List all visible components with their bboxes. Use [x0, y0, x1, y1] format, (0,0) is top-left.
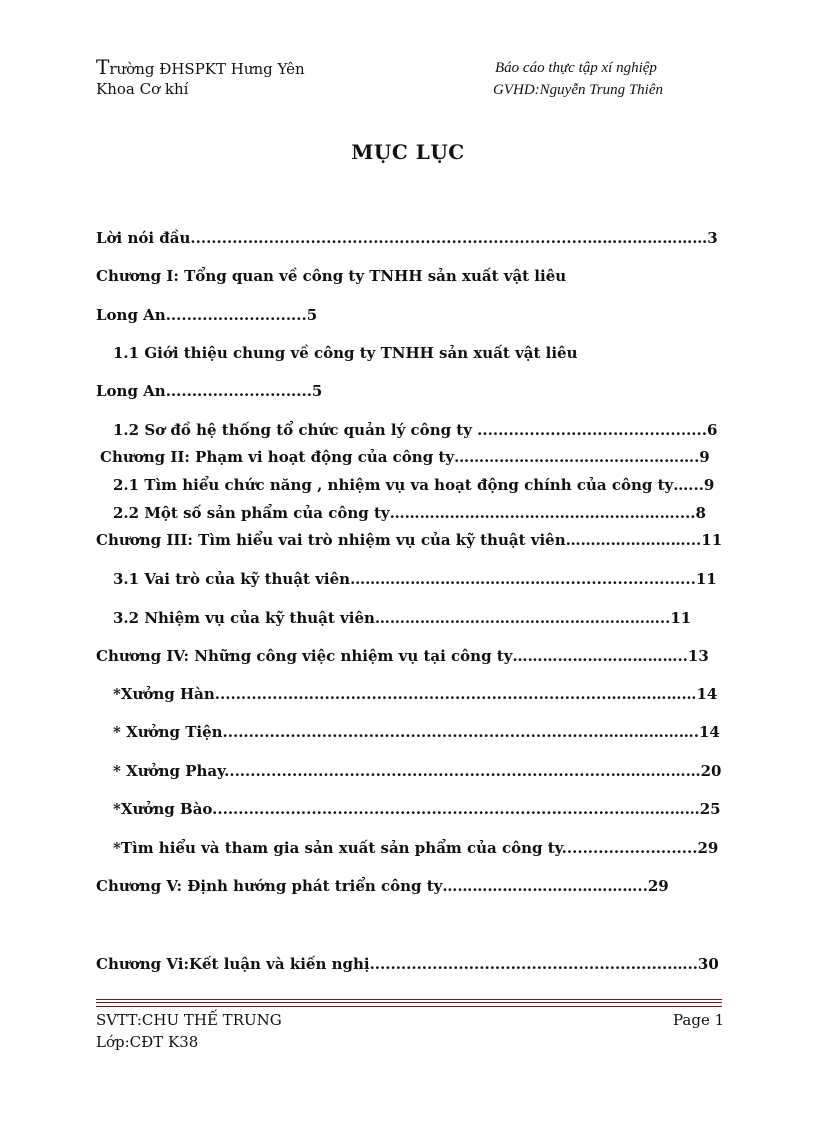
toc-entry: Chương II: Phạm vi hoạt động của công ty………………………………………….9: [100, 448, 710, 466]
toc-entry: * Xưởng Phay..........................................................................………………20: [113, 762, 722, 780]
page-number: Page 1: [673, 1011, 725, 1029]
toc-entry: Lời nói đầu............................................................................……………………3: [96, 229, 718, 247]
class-name: Lớp:CĐT K38: [96, 1033, 199, 1051]
footer-divider: [96, 999, 722, 1007]
toc-entry: Long An............................5: [96, 382, 323, 400]
toc-entry: *Xưởng Bào...............................................................................……………25: [113, 800, 721, 818]
toc-entry: * Xưởng Tiện.........................................................................……………….14: [113, 723, 720, 741]
faculty-name: Khoa Cơ khí: [96, 80, 189, 98]
school-name-rest: rường ĐHSPKT Hưng Yên: [109, 60, 305, 78]
toc-entry: 1.1 Giới thiệu chung về công ty TNHH sản xuất vật liêu: [113, 344, 578, 362]
page-title: MỤC LỤC: [351, 140, 465, 164]
school-initial: T: [96, 55, 110, 79]
student-name: SVTT:CHU THẾ TRUNG: [96, 1011, 282, 1029]
school-name: [96, 55, 305, 79]
toc-entry: 3.1 Vai trò của kỹ thuật viên……………………………………..........................11: [113, 570, 717, 588]
toc-entry: 3.2 Nhiệm vụ của kỹ thuật viên…………………………………………………..11: [113, 609, 692, 627]
toc-entry: Chương Vi:Kết luận và kiến nghị..........................................................…..30: [96, 955, 719, 973]
toc-entry: *Tìm hiểu và tham gia sản xuất sản phẩm của công ty..........................29: [113, 839, 719, 857]
toc-entry: Chương I: Tổng quan về công ty TNHH sản xuất vật liêu: [96, 267, 567, 285]
toc-entry: 2.1 Tìm hiểu chức năng , nhiệm vụ va hoạt động chính của công ty…...9: [113, 476, 715, 494]
advisor-name: GVHD:Nguyễn Trung Thiên: [493, 82, 663, 98]
toc-entry: 2.2 Một số sản phẩm của công ty…………………………………………………....8: [113, 504, 706, 522]
report-title: Báo cáo thực tập xí nghiệp: [495, 60, 657, 76]
toc-entry: Chương III: Tìm hiểu vai trò nhiệm vụ của kỹ thuật viên……………………...11: [96, 531, 723, 549]
toc-entry: Chương V: Định hướng phát triển công ty…………………………………..29: [96, 877, 669, 895]
toc-entry: Chương IV: Những công việc nhiệm vụ tại công ty……………………………..13: [96, 647, 709, 665]
toc-entry: *Xưởng Hàn...........................................................................………………14: [113, 685, 718, 703]
toc-entry: Long An...........................5: [96, 306, 318, 324]
toc-entry: 1.2 Sơ đồ hệ thống tổ chức quản lý công ty ............................................6: [113, 421, 718, 439]
